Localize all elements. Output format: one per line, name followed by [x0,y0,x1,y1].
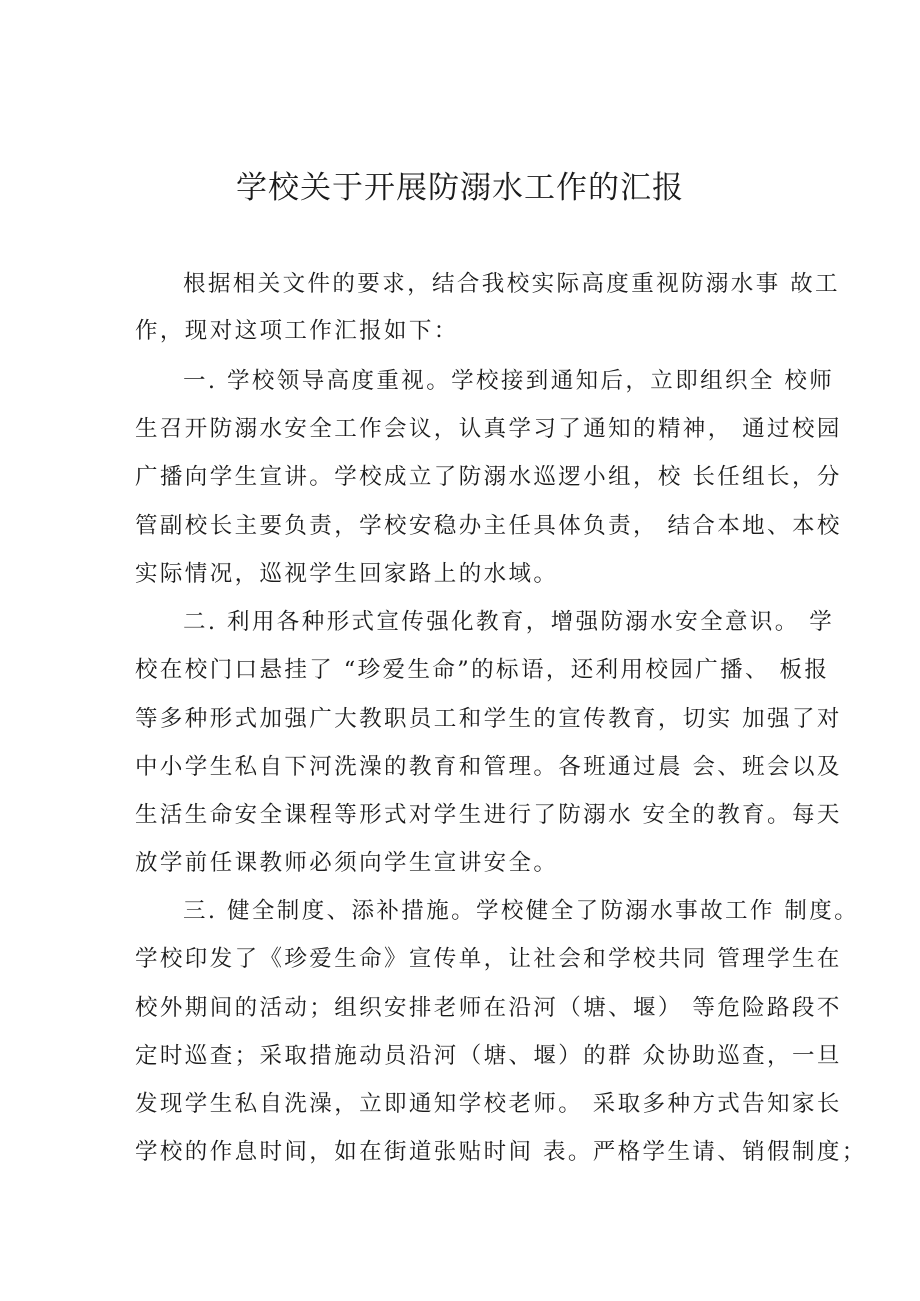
document-title: 学校关于开展防溺水工作的汇报 [236,170,684,206]
paragraph-line: 校在校门口悬挂了 “珍爱生命”的标语，还利用校园广播、 板报 [135,657,830,683]
paragraph-line: 三. 健全制度、添补措施。学校健全了防溺水事故工作 制度。 [183,898,860,924]
paragraph-line: 二. 利用各种形式宣传强化教育，增强防溺水安全意识。 学 [183,609,835,635]
paragraph-line: 作，现对这项工作汇报如下： [135,318,459,344]
paragraph-line: 学校的作息时间，如在街道张贴时间 表。严格学生请、销假制度； [135,1139,867,1165]
paragraph-line: 校外期间的活动；组织安排老师在沿河（塘、堰） 等危险路段不 [135,995,842,1021]
paragraph-line: 一. 学校领导高度重视。学校接到通知后，立即组织全 校师 [183,368,835,394]
paragraph-line: 管副校长主要负责，学校安稳办主任具体负责， 结合本地、本校 [135,513,842,539]
paragraph-line: 定时巡查；采取措施动员沿河（塘、堰）的群 众协助巡查，一旦 [135,1043,842,1069]
paragraph-line: 等多种形式加强广大教职员工和学生的宣传教育，切实 加强了对 [135,706,842,732]
paragraph-line: 生活生命安全课程等形式对学生进行了防溺水 安全的教育。每天 [135,802,842,828]
paragraph-line: 放学前任课教师必须向学生宣讲安全。 [135,850,559,876]
paragraph-line: 学校印发了《珍爱生命》宣传单，让社会和学校共同 管理学生在 [135,946,842,972]
paragraph-line: 广播向学生宣讲。学校成立了防溺水巡逻小组，校 长任组长，分 [135,464,842,490]
paragraph-line: 生召开防溺水安全工作会议，认真学习了通知的精神， 通过校园 [135,416,842,442]
paragraph-line: 实际情况，巡视学生回家路上的水域。 [135,561,559,587]
paragraph-line: 根据相关文件的要求，结合我校实际高度重视防溺水事 故工 [183,271,840,297]
paragraph-line: 发现学生私自洗澡，立即通知学校老师。 采取多种方式告知家长 [135,1091,842,1117]
paragraph-line: 中小学生私自下河洗澡的教育和管理。各班通过晨 会、班会以及 [135,754,842,780]
